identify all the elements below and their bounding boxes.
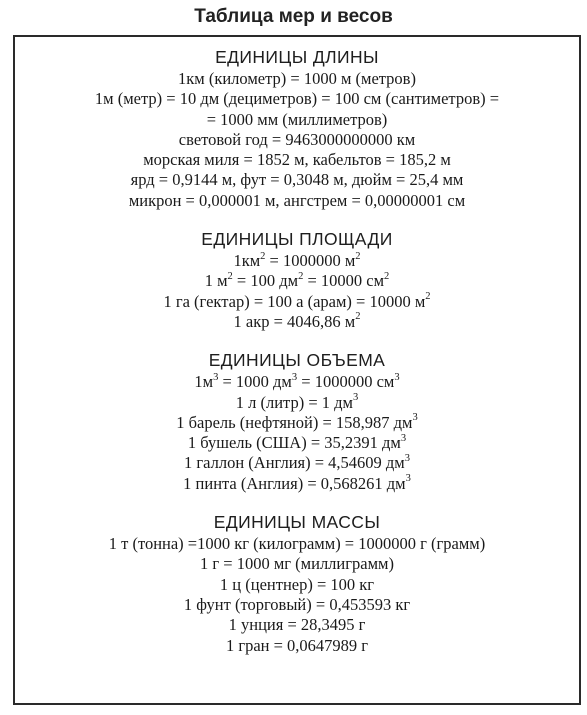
exponent: 2 xyxy=(260,250,266,262)
exponent: 3 xyxy=(213,371,219,383)
section-volume xyxy=(21,349,573,494)
exponent: 3 xyxy=(394,371,400,383)
exponent: 3 xyxy=(400,432,407,444)
section-heading: ЕДИНИЦЫ ПЛОЩАДИ xyxy=(201,229,393,250)
table-line: $1км^2 = 1000000$ $м^2$ xyxy=(233,250,361,271)
table-line: 1 ц (центнер) = 100 кг xyxy=(219,574,375,594)
table-line: 1 л (литр) = 1 $дм^3$ xyxy=(235,392,359,412)
exponent: 3 xyxy=(291,371,298,383)
exponent: 3 xyxy=(412,412,418,424)
section-heading: ЕДИНИЦЫ МАССЫ xyxy=(213,512,381,533)
exponent: 2 xyxy=(355,250,361,262)
section-heading: ЕДИНИЦЫ ДЛИНЫ xyxy=(215,47,379,67)
table-line: 1 гран = 0,0647989 г xyxy=(225,635,369,655)
exponent: 2 xyxy=(227,270,233,282)
section-area xyxy=(21,228,573,332)
table-line: 1 фунт (торговый) = 0,453593 кг xyxy=(183,594,411,614)
page-title: Таблица мер и весов xyxy=(194,6,393,27)
exponent: 3 xyxy=(405,473,411,485)
table-line: 1 га (гектар) = 100 а (арам) = 10000 $м^2$ xyxy=(163,291,431,311)
table-line: морская миля = 1852 м, кабельтов = 185,2 м xyxy=(143,150,451,170)
table-line: 1 барель (нефтяной) = 158,987 $дм^3$ xyxy=(176,412,418,432)
measures-table xyxy=(13,35,581,705)
table-line: 1 унция = 28,3495 г xyxy=(228,615,366,635)
table-line: 1 г = 1000 мг (миллиграмм) xyxy=(200,554,394,574)
table-line: микрон = 0,000001 м, ангстрем = 0,00000001 см xyxy=(128,190,466,210)
table-line: 1 галлон (Англия) = 4,54609 $дм^3$ xyxy=(184,452,410,473)
table-line: 1 пинта (Англия) = 0,568261 $дм^3$ xyxy=(183,473,411,493)
table-line: 1 бушель (США) = 35,2391 $дм^3$ xyxy=(187,432,407,453)
table-line: 1 акр = 4046,86 $м^2$ xyxy=(233,311,361,331)
section-heading: ЕДИНИЦЫ ОБЪЕМА xyxy=(208,350,386,371)
exponent: 2 xyxy=(298,270,304,282)
table-line: = 1000 мм (миллиметров) xyxy=(206,109,388,129)
table-line: 1м (метр) = 10 дм (дециметров) = 100 см (сантиметров) = xyxy=(94,89,500,109)
table-line: 1 $м^2 = 100$ $дм^2 = 10000$ $см^2$ xyxy=(204,270,390,291)
table-line: 1 т (тонна) =1000 кг (килограмм) = 1000000 г (грамм) xyxy=(108,534,486,554)
section-mass xyxy=(21,511,573,656)
exponent: 2 xyxy=(355,311,361,323)
table-line: ярд = 0,9144 м, фут = 0,3048 м, дюйм = 25,4 мм xyxy=(130,170,464,190)
exponent: 3 xyxy=(404,452,410,464)
exponent: 3 xyxy=(352,392,359,404)
table-line: световой год = 9463000000000 км xyxy=(178,129,416,149)
exponent: 2 xyxy=(384,270,390,282)
exponent: 2 xyxy=(425,291,431,303)
section-length xyxy=(21,46,573,211)
table-line: $1м^3 = 1000$ $дм^3 = 1000000$ $см^3$ xyxy=(194,371,400,392)
table-line: 1км (километр) = 1000 м (метров) xyxy=(178,69,416,88)
